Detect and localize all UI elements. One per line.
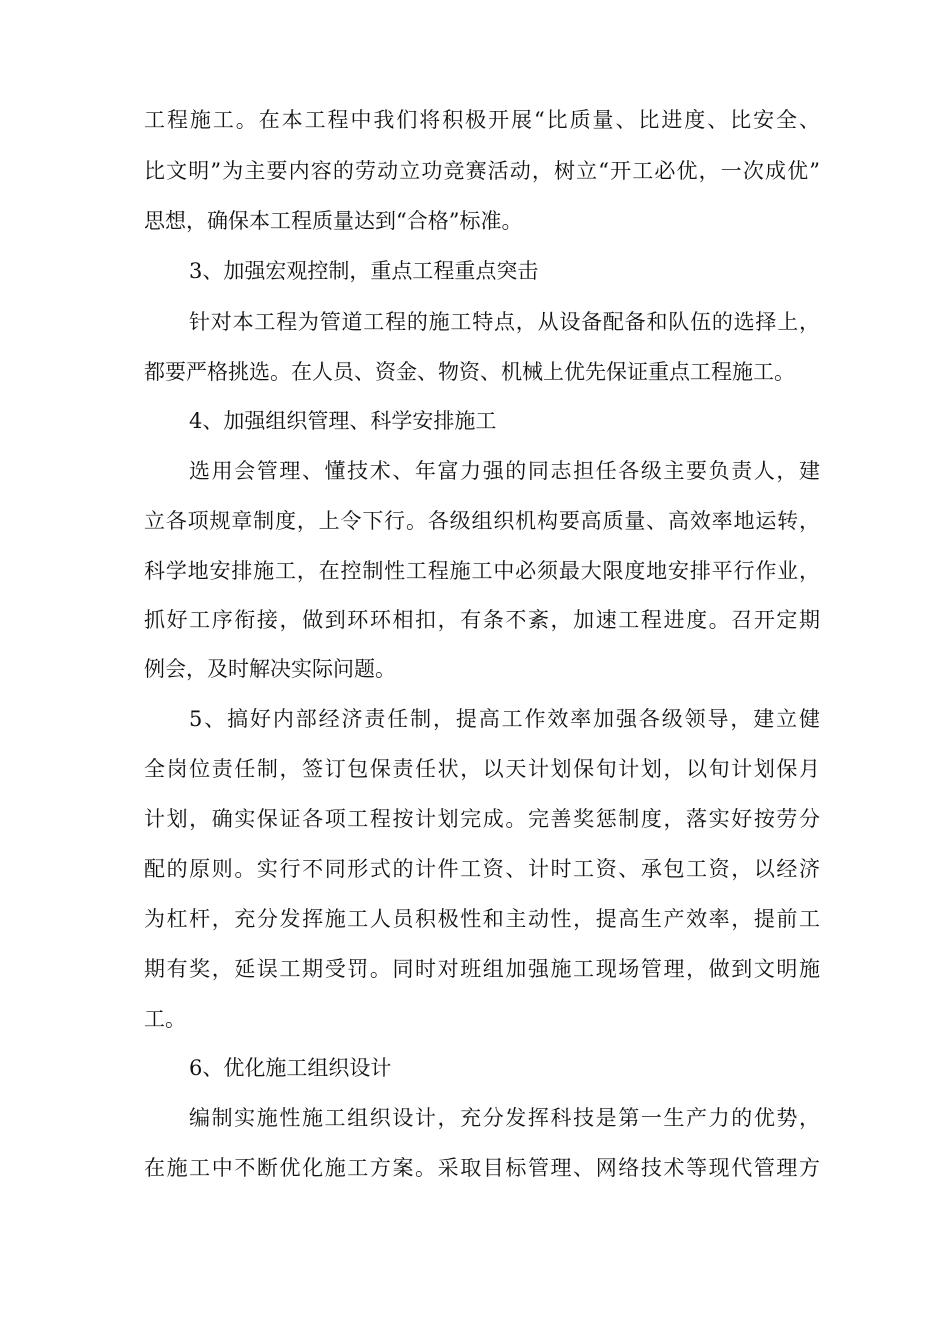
text-line: 5、搞好内部经济责任制，提高工作效率加强各级领导，建立健: [189, 707, 820, 731]
section-heading: 4、加强组织管理、科学安排施工: [189, 409, 497, 433]
text-line: 针对本工程为管道工程的施工特点，从设备配备和队伍的选择上，: [189, 310, 820, 334]
text-line: 例会，及时解决实际问题。: [144, 657, 396, 681]
text-line: 配的原则。实行不同形式的计件工资、计时工资、承包工资，以经济: [144, 857, 820, 881]
text-line: 科学地安排施工，在控制性工程施工中必须最大限度地安排平行作业，: [144, 559, 820, 583]
text-line: 抓好工序衔接，做到环环相扣，有条不紊，加速工程进度。召开定期: [144, 608, 820, 632]
text-line: 在施工中不断优化施工方案。采取目标管理、网络技术等现代管理方: [144, 1156, 820, 1180]
section-heading: 3、加强宏观控制，重点工程重点突击: [189, 259, 539, 283]
text-line: 思想，确保本工程质量达到“合格”标准。: [144, 209, 523, 233]
text-line: 期有奖，延误工期受罚。同时对班组加强施工现场管理，做到文明施: [144, 957, 820, 981]
section-heading: 6、优化施工组织设计: [189, 1056, 392, 1080]
text-line: 计划，确实保证各项工程按计划完成。完善奖惩制度，落实好按劳分: [144, 807, 820, 831]
text-line: 为杠杆，充分发挥施工人员积极性和主动性，提高生产效率，提前工: [144, 907, 820, 931]
text-line: 选用会管理、懂技术、年富力强的同志担任各级主要负责人，建: [189, 459, 820, 483]
text-line: 比文明”为主要内容的劳动立功竞赛活动，树立“开工必优，一次成优”: [144, 159, 820, 183]
text-line: 都要严格挑选。在人员、资金、物资、机械上优先保证重点工程施工。: [144, 360, 795, 384]
text-line: 工。: [144, 1007, 186, 1031]
text-line: 编制实施性施工组织设计，充分发挥科技是第一生产力的优势，: [189, 1106, 820, 1130]
text-line: 全岗位责任制，签订包保责任状，以天计划保旬计划，以旬计划保月: [144, 757, 820, 781]
text-line: 工程施工。在本工程中我们将积极开展“比质量、比进度、比安全、: [144, 108, 820, 132]
text-line: 立各项规章制度，上令下行。各级组织机构要高质量、高效率地运转，: [144, 509, 820, 533]
